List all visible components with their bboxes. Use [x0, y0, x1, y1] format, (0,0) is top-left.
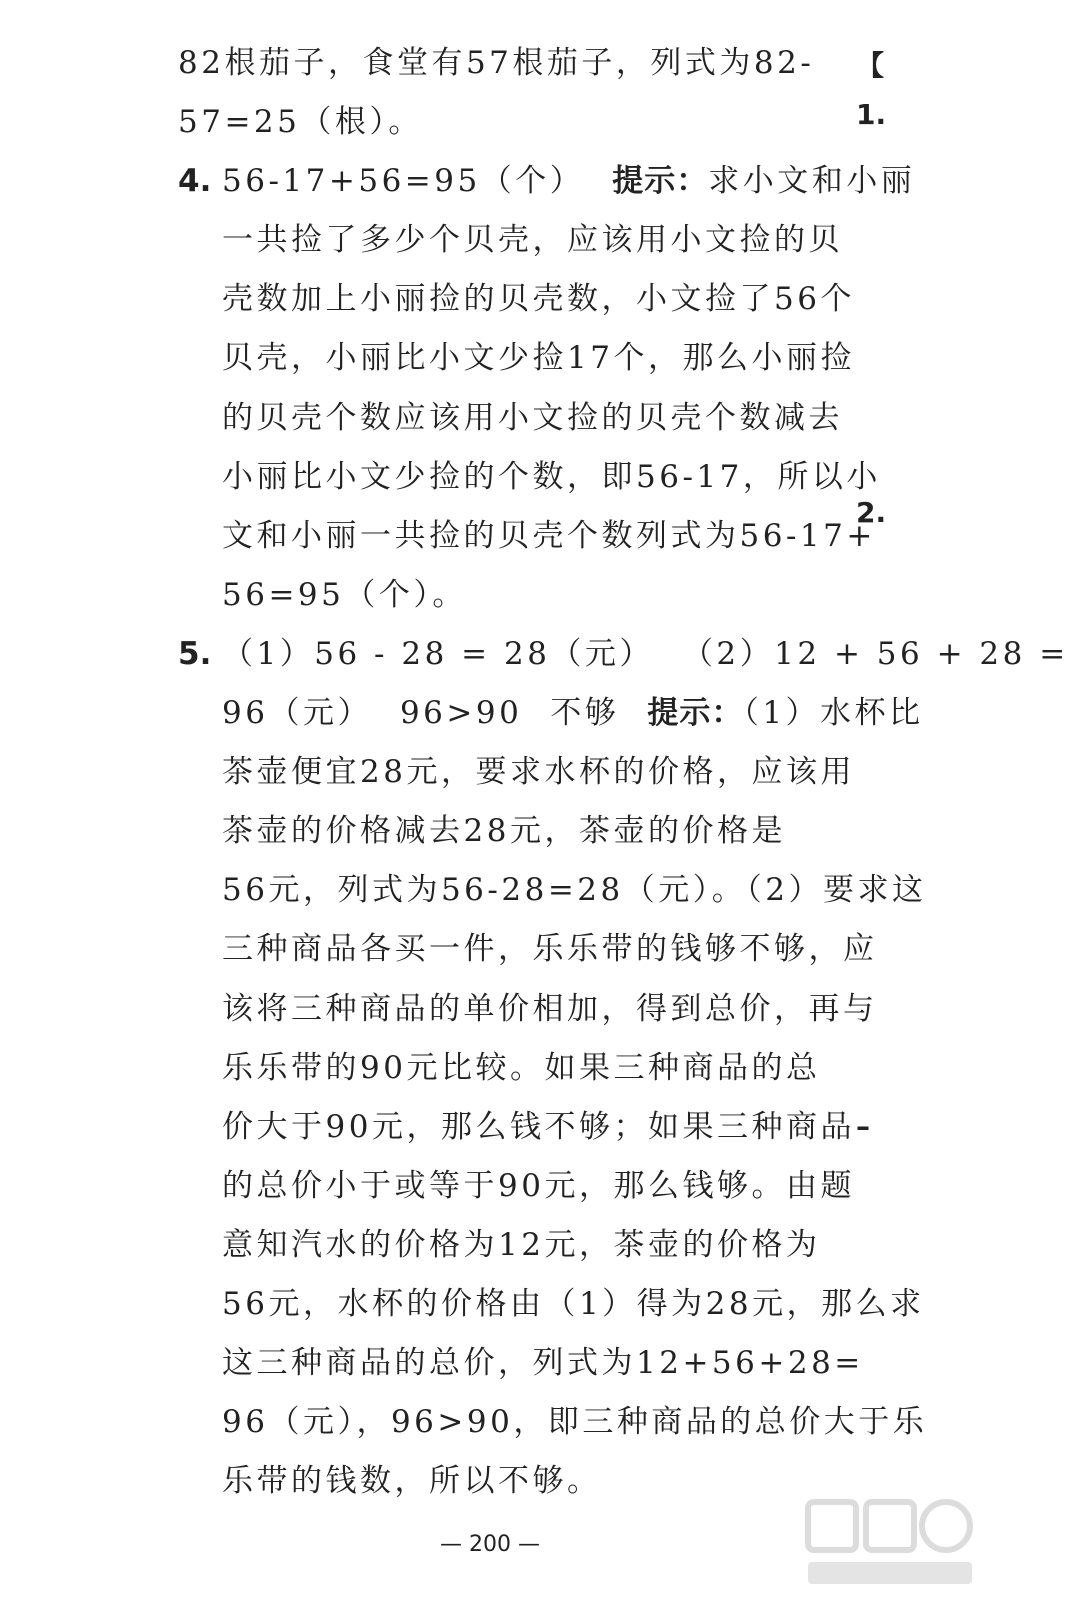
text-line: 乐乐带的90元比较。如果三种商品的总	[222, 1049, 821, 1086]
text-line: 56=95（个）。	[222, 576, 467, 613]
hint-text: （1）水杯比	[743, 695, 924, 732]
text-line: 的贝壳个数应该用小文捡的贝壳个数减去	[222, 399, 843, 436]
question-number: 4.	[178, 163, 212, 200]
answer-verdict: 不够	[550, 695, 620, 732]
text-line: 壳数加上小丽捡的贝壳数，小文捡了56个	[222, 281, 855, 318]
text-line: 82根茄子，食堂有57根茄子，列式为82-	[178, 45, 815, 81]
margin-item-1: 1.	[856, 98, 887, 131]
text-line: 茶壶的价格减去28元，茶壶的价格是	[222, 813, 786, 850]
answer-part-2: （2）12 + 56 + 28 =	[681, 635, 1069, 672]
text-line: 这三种商品的总价，列式为12+56+28=	[222, 1345, 864, 1382]
text-line: 56元，水杯的价格由（1）得为28元，那么求	[222, 1285, 925, 1322]
text-line: 价大于90元，那么钱不够；如果三种商品	[222, 1108, 855, 1145]
text-line: 三种商品各买一件，乐乐带的钱够不够，应	[222, 931, 878, 968]
text-line: 的总价小于或等于90元，那么钱够。由题	[222, 1167, 855, 1204]
text-line: 96（元），96>90，即三种商品的总价大于乐	[222, 1404, 928, 1441]
text-line: 文和小丽一共捡的贝壳个数列式为56-17+	[222, 517, 876, 554]
answer-total: 96（元）	[222, 695, 372, 732]
text-line: 一共捡了多少个贝壳，应该用小文捡的贝	[222, 222, 843, 259]
answer-column	[178, 34, 1069, 1511]
question-5-second-line	[178, 684, 924, 743]
answer-compare: 96>90	[399, 695, 523, 732]
page-number: — 200 —	[440, 1532, 540, 1557]
question-number: 5.	[178, 635, 212, 672]
margin-dash: –	[856, 1110, 870, 1143]
watermark-logo-icon	[800, 1496, 980, 1592]
text-line: 茶壶便宜28元，要求水杯的价格，应该用	[222, 754, 855, 791]
margin-item-2: 2.	[856, 496, 887, 529]
text-line: 乐带的钱数，所以不够。	[222, 1463, 602, 1500]
question-5-first-line	[178, 625, 1069, 684]
hint-label: 提示：	[612, 163, 709, 200]
question-4-first-line	[178, 152, 916, 211]
text-line: 该将三种商品的单价相加，得到总价，再与	[222, 990, 878, 1027]
text-line: 意知汽水的价格为12元，茶壶的价格为	[222, 1226, 821, 1263]
hint-label: 提示：	[647, 695, 744, 732]
text-line: 小丽比小文少捡的个数，即56-17，所以小	[222, 458, 881, 495]
text-line: 56元，列式为56-28=28（元）。（2）要求这	[222, 872, 927, 909]
hint-text: 求小文和小丽	[708, 163, 916, 200]
answer-formula: 56-17+56=95（个）	[222, 163, 585, 200]
text-line: 贝壳，小丽比小文少捡17个，那么小丽捡	[222, 340, 855, 377]
answer-part-1: （1）56 - 28 = 28（元）	[222, 635, 654, 672]
margin-bracket: 【	[856, 49, 885, 82]
text-line: 57=25（根）。	[178, 104, 423, 141]
